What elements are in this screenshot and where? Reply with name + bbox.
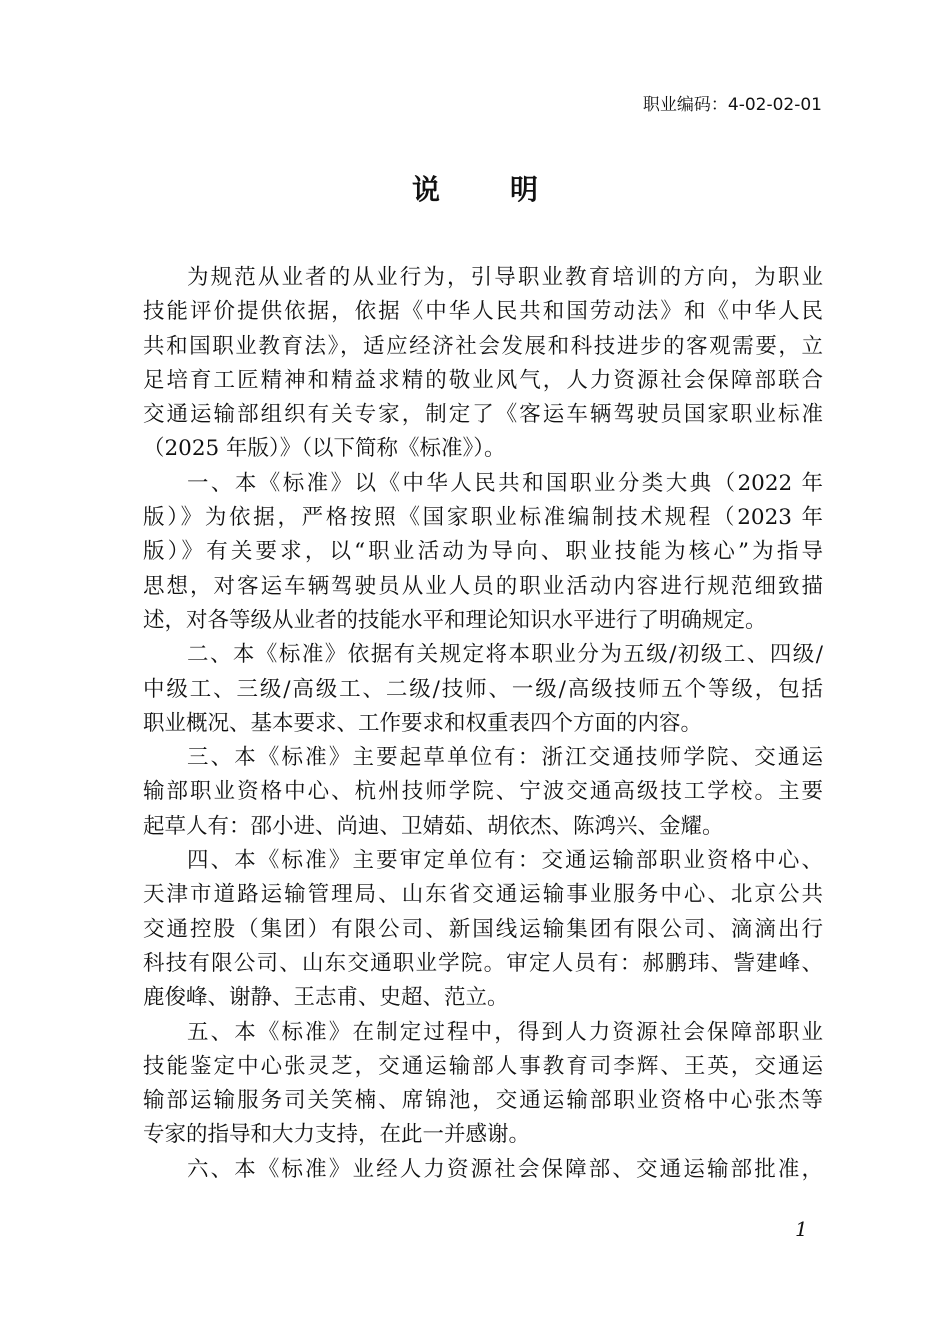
paragraph-line: 五、本《标准》在制定过程中，得到人力资源社会保障部职业 (187, 1019, 823, 1045)
paragraph (143, 1153, 823, 1187)
paragraph (143, 1016, 823, 1153)
paragraph-line: 版）》有关要求，以“职业活动为导向、职业技能为核心”为指导 (143, 539, 823, 565)
paragraph-line: 技能评价提供依据，依据《中华人民共和国劳动法》和《中华人民 (143, 299, 823, 325)
paragraph-line: 述，对各等级从业者的技能水平和理论知识水平进行了明确规定。 (143, 607, 767, 633)
paragraph (143, 261, 823, 467)
paragraph-line: 鹿俊峰、谢静、王志甫、史超、范立。 (143, 985, 509, 1011)
paragraph-line: 共和国职业教育法》，适应经济社会发展和科技进步的客观需要，立 (143, 333, 823, 359)
paragraph-line: 职业概况、基本要求、工作要求和权重表四个方面的内容。 (143, 710, 703, 736)
paragraph-line: 版）》为依据，严格按照《国家职业标准编制技术规程（2023 年 (143, 505, 823, 531)
paragraph-line: 一、本《标准》以《中华人民共和国职业分类大典（2022 年 (187, 470, 823, 496)
paragraph-line: 足培育工匠精神和精益求精的敬业风气，人力资源社会保障部联合 (143, 367, 823, 393)
paragraph-line: 输部运输服务司关笑楠、席锦池，交通运输部职业资格中心张杰等 (143, 1088, 823, 1114)
paragraph-line: 三、本《标准》主要起草单位有：浙江交通技师学院、交通运 (187, 745, 823, 771)
paragraph-line: 起草人有：邵小进、尚迪、卫婧茹、胡依杰、陈鸿兴、金耀。 (143, 813, 724, 839)
paragraph (143, 741, 823, 844)
document-body (143, 261, 823, 1187)
paragraph-line: 二、本《标准》依据有关规定将本职业分为五级/初级工、四级/ (187, 642, 823, 668)
paragraph-line: 为规范从业者的从业行为，引导职业教育培训的方向，为职业 (187, 265, 823, 290)
paragraph-line: 输部职业资格中心、杭州技师学院、宁波交通高级技工学校。主要 (143, 779, 823, 805)
page-number: 1 (795, 1217, 808, 1241)
page-title: 说明 (411, 173, 608, 206)
paragraph-line: 思想，对客运车辆驾驶员从业人员的职业活动内容进行规范细致描 (143, 573, 823, 599)
paragraph-line: 专家的指导和大力支持，在此一并感谢。 (143, 1122, 531, 1148)
paragraph (143, 638, 823, 741)
paragraph-line: 交通运输部组织有关专家，制定了《客运车辆驾驶员国家职业标准 (143, 402, 823, 428)
paragraph-line: （2025 年版）》（以下简称《标准》）。 (143, 436, 506, 462)
paragraph-line: 六、本《标准》业经人力资源社会保障部、交通运输部批准， (187, 1156, 823, 1182)
paragraph (143, 844, 823, 1015)
paragraph (143, 467, 823, 638)
paragraph-line: 科技有限公司、山东交通职业学院。审定人员有：郝鹏玮、訾建峰、 (143, 950, 823, 976)
occupation-code: 职业编码：4-02-02-01 (642, 95, 822, 115)
paragraph-line: 中级工、三级/高级工、二级/技师、一级/高级技师五个等级，包括 (143, 676, 823, 702)
paragraph-line: 技能鉴定中心张灵芝，交通运输部人事教育司李辉、王英，交通运 (143, 1053, 823, 1079)
paragraph-line: 四、本《标准》主要审定单位有：交通运输部职业资格中心、 (187, 848, 823, 874)
paragraph-line: 天津市道路运输管理局、山东省交通运输事业服务中心、北京公共 (143, 882, 823, 908)
paragraph-line: 交通控股（集团）有限公司、新国线运输集团有限公司、滴滴出行 (143, 916, 823, 942)
